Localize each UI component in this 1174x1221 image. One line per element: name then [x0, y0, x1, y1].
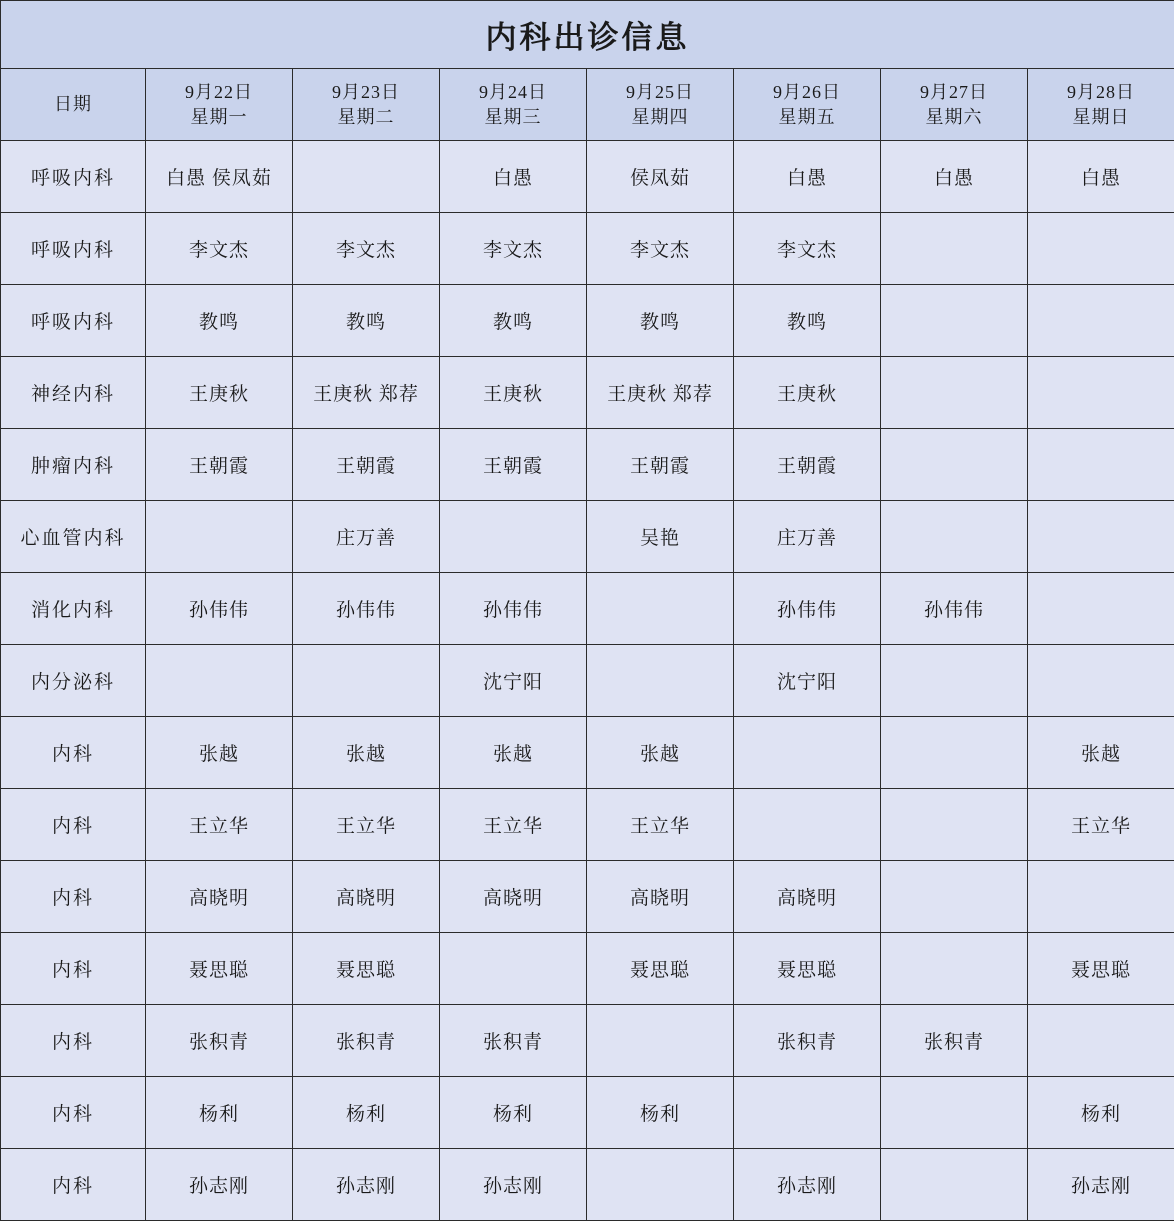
schedule-cell: 王庚秋 — [440, 357, 587, 429]
schedule-cell: 张越 — [1028, 717, 1174, 789]
title-row — [1, 1, 1174, 69]
schedule-cell — [881, 213, 1028, 285]
schedule-cell: 王庚秋 — [146, 357, 293, 429]
schedule-cell: 杨利 — [146, 1077, 293, 1149]
row-department-label: 神经内科 — [1, 357, 146, 429]
schedule-cell — [1028, 861, 1174, 933]
schedule-cell — [587, 1149, 734, 1221]
schedule-cell — [881, 1077, 1028, 1149]
schedule-cell — [440, 501, 587, 573]
table-row — [1, 501, 1174, 573]
schedule-cell: 高晓明 — [734, 861, 881, 933]
schedule-cell — [1028, 357, 1174, 429]
schedule-cell — [881, 357, 1028, 429]
row-department-label: 呼吸内科 — [1, 141, 146, 213]
schedule-cell: 张积青 — [881, 1005, 1028, 1077]
schedule-cell: 王立华 — [1028, 789, 1174, 861]
header-day-date: 9月28日 — [1032, 80, 1170, 104]
schedule-cell: 孙伟伟 — [734, 573, 881, 645]
schedule-cell: 王立华 — [293, 789, 440, 861]
schedule-cell: 教鸣 — [734, 285, 881, 357]
schedule-cell: 王立华 — [440, 789, 587, 861]
schedule-cell: 张积青 — [293, 1005, 440, 1077]
row-department-label: 内科 — [1, 1077, 146, 1149]
header-day-6 — [881, 69, 1028, 141]
schedule-cell — [1028, 285, 1174, 357]
table-row — [1, 717, 1174, 789]
schedule-cell — [1028, 213, 1174, 285]
header-day-weekday: 星期二 — [297, 105, 435, 129]
schedule-cell: 教鸣 — [146, 285, 293, 357]
header-day-weekday: 星期一 — [150, 105, 288, 129]
table-row — [1, 357, 1174, 429]
header-day-date: 9月24日 — [444, 80, 582, 104]
schedule-cell: 教鸣 — [440, 285, 587, 357]
header-day-5 — [734, 69, 881, 141]
schedule-cell: 孙志刚 — [440, 1149, 587, 1221]
schedule-cell — [881, 1149, 1028, 1221]
table-row — [1, 1149, 1174, 1221]
schedule-cell: 白愚 — [881, 141, 1028, 213]
schedule-cell: 张积青 — [146, 1005, 293, 1077]
schedule-cell — [1028, 501, 1174, 573]
header-day-weekday: 星期五 — [738, 105, 876, 129]
schedule-cell: 白愚 — [734, 141, 881, 213]
schedule-cell: 王朝霞 — [734, 429, 881, 501]
schedule-cell: 李文杰 — [146, 213, 293, 285]
header-day-4 — [587, 69, 734, 141]
schedule-cell — [881, 645, 1028, 717]
schedule-cell: 王朝霞 — [146, 429, 293, 501]
schedule-cell: 侯凤茹 — [587, 141, 734, 213]
schedule-cell — [440, 933, 587, 1005]
schedule-cell: 吴艳 — [587, 501, 734, 573]
schedule-cell: 王朝霞 — [440, 429, 587, 501]
table-row — [1, 1005, 1174, 1077]
schedule-cell: 白愚 — [440, 141, 587, 213]
schedule-cell: 杨利 — [440, 1077, 587, 1149]
schedule-cell: 张越 — [146, 717, 293, 789]
schedule-cell — [881, 861, 1028, 933]
schedule-cell — [881, 789, 1028, 861]
schedule-cell — [734, 717, 881, 789]
schedule-cell: 李文杰 — [293, 213, 440, 285]
schedule-cell: 张积青 — [440, 1005, 587, 1077]
schedule-cell: 白愚 — [1028, 141, 1174, 213]
row-department-label: 内科 — [1, 789, 146, 861]
row-department-label: 呼吸内科 — [1, 213, 146, 285]
schedule-cell: 聂思聪 — [293, 933, 440, 1005]
table-row — [1, 213, 1174, 285]
schedule-cell: 孙伟伟 — [293, 573, 440, 645]
schedule-cell: 庄万善 — [734, 501, 881, 573]
header-day-weekday: 星期四 — [591, 105, 729, 129]
table-row — [1, 933, 1174, 1005]
header-day-date: 9月27日 — [885, 80, 1023, 104]
table-row — [1, 789, 1174, 861]
header-day-weekday: 星期三 — [444, 105, 582, 129]
schedule-cell — [881, 285, 1028, 357]
header-day-date: 9月22日 — [150, 80, 288, 104]
schedule-cell: 王庚秋 郑荐 — [293, 357, 440, 429]
schedule-cell: 高晓明 — [587, 861, 734, 933]
schedule-cell — [1028, 573, 1174, 645]
row-department-label: 内科 — [1, 933, 146, 1005]
schedule-cell — [881, 429, 1028, 501]
schedule-cell: 孙伟伟 — [440, 573, 587, 645]
schedule-cell: 聂思聪 — [734, 933, 881, 1005]
schedule-cell: 孙志刚 — [293, 1149, 440, 1221]
row-department-label: 内科 — [1, 861, 146, 933]
table-row — [1, 861, 1174, 933]
schedule-cell: 张积青 — [734, 1005, 881, 1077]
header-day-date: 9月23日 — [297, 80, 435, 104]
row-department-label: 肿瘤内科 — [1, 429, 146, 501]
schedule-cell: 王朝霞 — [293, 429, 440, 501]
schedule-cell: 李文杰 — [440, 213, 587, 285]
schedule-cell: 李文杰 — [587, 213, 734, 285]
schedule-cell: 李文杰 — [734, 213, 881, 285]
header-day-date: 9月25日 — [591, 80, 729, 104]
schedule-cell: 王庚秋 郑荐 — [587, 357, 734, 429]
schedule-cell — [1028, 1005, 1174, 1077]
schedule-cell: 沈宁阳 — [734, 645, 881, 717]
schedule-cell: 杨利 — [293, 1077, 440, 1149]
header-day-1 — [146, 69, 293, 141]
schedule-cell: 孙伟伟 — [881, 573, 1028, 645]
schedule-cell: 庄万善 — [293, 501, 440, 573]
header-day-weekday: 星期日 — [1032, 105, 1170, 129]
row-department-label: 心血管内科 — [1, 501, 146, 573]
table-row — [1, 573, 1174, 645]
schedule-cell: 教鸣 — [293, 285, 440, 357]
schedule-cell: 王朝霞 — [587, 429, 734, 501]
row-department-label: 内分泌科 — [1, 645, 146, 717]
schedule-cell: 张越 — [440, 717, 587, 789]
row-department-label: 内科 — [1, 1149, 146, 1221]
schedule-cell: 孙志刚 — [734, 1149, 881, 1221]
header-day-date: 9月26日 — [738, 80, 876, 104]
schedule-cell: 高晓明 — [293, 861, 440, 933]
schedule-cell: 沈宁阳 — [440, 645, 587, 717]
schedule-cell: 杨利 — [1028, 1077, 1174, 1149]
table-row — [1, 645, 1174, 717]
row-department-label: 消化内科 — [1, 573, 146, 645]
schedule-cell: 王立华 — [146, 789, 293, 861]
schedule-cell: 王立华 — [587, 789, 734, 861]
schedule-cell — [734, 789, 881, 861]
schedule-cell — [587, 1005, 734, 1077]
table-header-row — [1, 69, 1174, 141]
schedule-cell — [146, 645, 293, 717]
schedule-cell — [587, 573, 734, 645]
schedule-cell: 孙伟伟 — [146, 573, 293, 645]
schedule-cell: 聂思聪 — [146, 933, 293, 1005]
header-day-2 — [293, 69, 440, 141]
schedule-cell: 高晓明 — [440, 861, 587, 933]
page-title: 内科出诊信息 — [1, 1, 1174, 69]
schedule-cell: 高晓明 — [146, 861, 293, 933]
schedule-cell — [881, 933, 1028, 1005]
schedule-cell: 王庚秋 — [734, 357, 881, 429]
header-day-weekday: 星期六 — [885, 105, 1023, 129]
schedule-cell: 孙志刚 — [146, 1149, 293, 1221]
schedule-cell: 张越 — [293, 717, 440, 789]
header-day-7 — [1028, 69, 1174, 141]
schedule-cell — [587, 645, 734, 717]
schedule-cell — [734, 1077, 881, 1149]
table-row — [1, 141, 1174, 213]
schedule-cell — [881, 501, 1028, 573]
schedule-cell — [293, 141, 440, 213]
schedule-cell — [293, 645, 440, 717]
header-day-3 — [440, 69, 587, 141]
schedule-cell — [146, 501, 293, 573]
schedule-cell: 杨利 — [587, 1077, 734, 1149]
table-row — [1, 429, 1174, 501]
schedule-cell: 白愚 侯凤茹 — [146, 141, 293, 213]
row-department-label: 呼吸内科 — [1, 285, 146, 357]
table-row — [1, 285, 1174, 357]
row-department-label: 内科 — [1, 717, 146, 789]
schedule-cell — [1028, 429, 1174, 501]
table-row — [1, 1077, 1174, 1149]
schedule-cell: 张越 — [587, 717, 734, 789]
schedule-cell: 教鸣 — [587, 285, 734, 357]
header-date-label: 日期 — [1, 69, 146, 141]
schedule-cell — [881, 717, 1028, 789]
schedule-cell: 聂思聪 — [587, 933, 734, 1005]
schedule-cell — [1028, 645, 1174, 717]
schedule-cell: 孙志刚 — [1028, 1149, 1174, 1221]
row-department-label: 内科 — [1, 1005, 146, 1077]
schedule-cell: 聂思聪 — [1028, 933, 1174, 1005]
